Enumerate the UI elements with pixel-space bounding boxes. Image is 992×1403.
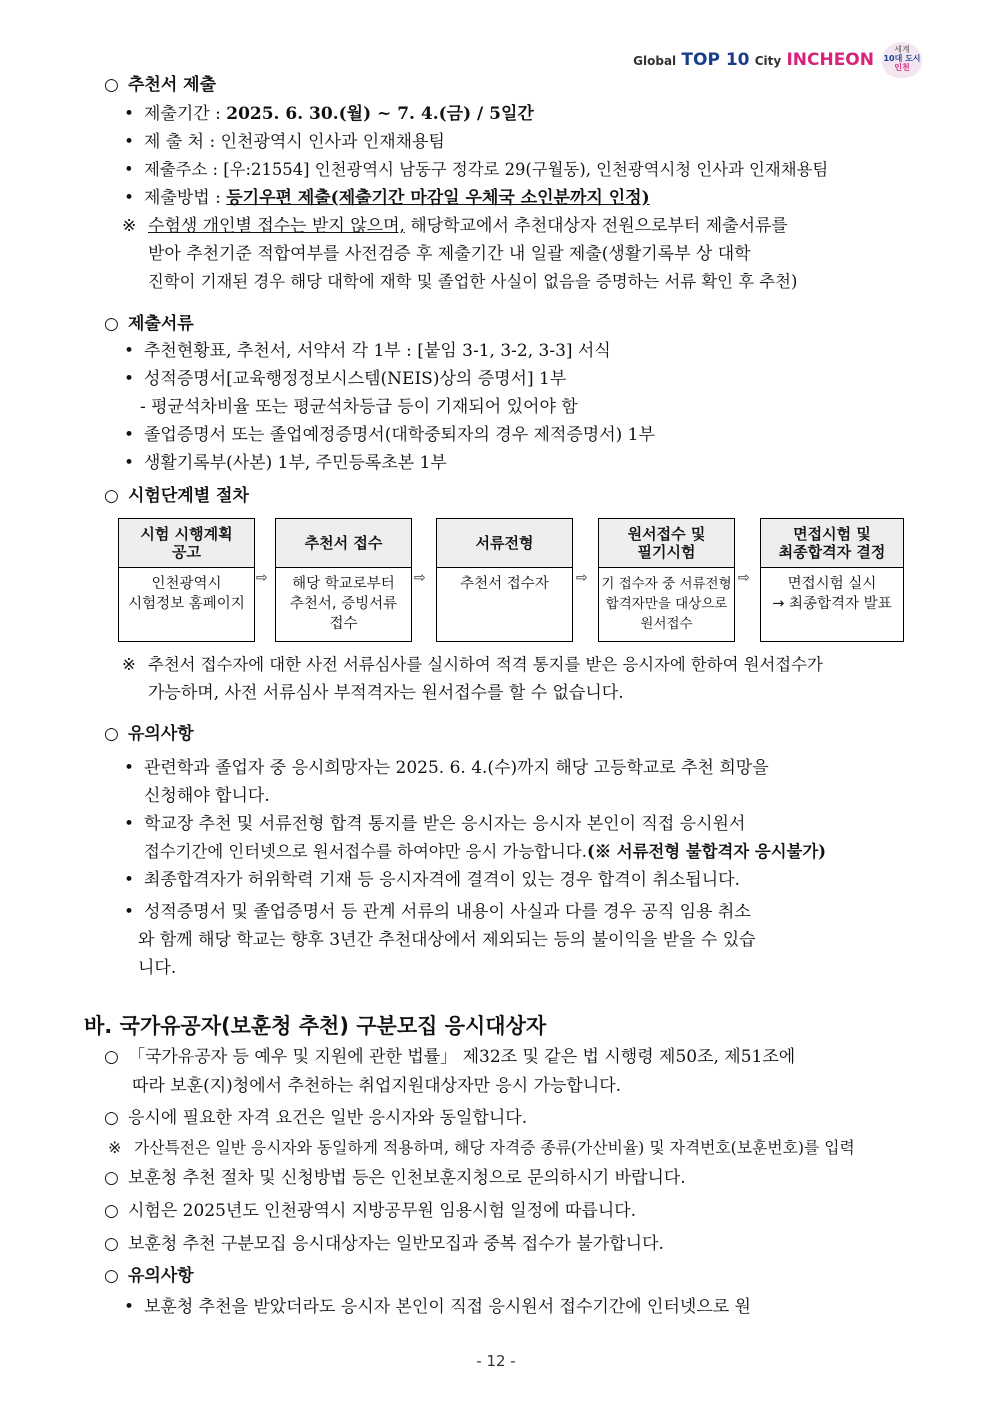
bullet-marker: • — [124, 1297, 135, 1317]
flow-step-interview — [760, 518, 904, 642]
caution-item — [124, 870, 740, 890]
right-arrow-icon: ⇨ — [576, 570, 588, 586]
heading-text: 유의사항 — [128, 724, 194, 744]
heading-text: 제출서류 — [128, 314, 194, 334]
submission-period — [124, 104, 534, 124]
document-sub-item: - 평균석차비율 또는 평균석차등급 등이 기재되어 있어야 함 — [140, 397, 578, 417]
circle-marker: ○ — [104, 724, 119, 744]
right-arrow-icon: ⇨ — [256, 570, 268, 586]
badge-line3: 인천 — [894, 63, 910, 72]
procedure-note-line2: 가능하며, 사전 서류심사 부적격자는 원서접수를 할 수 없습니다. — [148, 683, 624, 703]
caution-text: 학교장 추천 및 서류전형 합격 통지를 받은 응시자는 응시자 본인이 직접 응시원서 — [144, 814, 746, 834]
circle-marker: ○ — [104, 1266, 119, 1286]
logo-global: Global — [633, 54, 677, 68]
veterans-paragraph — [104, 1108, 527, 1128]
step-body: 해당 학교로부터 추천서, 증빙서류 접수 — [289, 576, 398, 632]
submission-note-line3: 진학이 기재된 경우 해당 대학에 재학 및 졸업한 사실이 없음을 증명하는 서류 확인 후 추천) — [148, 272, 798, 291]
section-heading-documents — [104, 314, 194, 334]
logo-badge-icon — [882, 42, 922, 78]
right-arrow-icon: ⇨ — [414, 570, 426, 586]
procedure-note — [122, 655, 823, 675]
submission-method — [124, 188, 650, 208]
section-title-veterans: 바. 국가유공자(보훈청 추천) 구분모집 응시대상자 — [84, 1014, 547, 1038]
address-text: 제출주소 : [우:21554] 인천광역시 남동구 정각로 29(구월동), 인천광역시청 인사과 인재채용팀 — [144, 160, 829, 179]
step-head: 면접시험 및 최종합격자 결정 — [761, 519, 903, 568]
step-head: 서류전형 — [437, 519, 572, 568]
bullet-marker: • — [124, 814, 135, 834]
note-mark: ※ — [122, 655, 136, 674]
document-item — [124, 341, 611, 361]
veterans-note — [108, 1138, 855, 1158]
document-item-text: 추천현황표, 추천서, 서약서 각 1부 : [붙임 3-1, 3-2, 3-3] 서식 — [144, 341, 611, 361]
caution-text: 최종합격자가 허위학력 기재 등 응시자격에 결격이 있는 경우 합격이 취소됩니다. — [144, 870, 740, 890]
logo-wordmark — [633, 50, 874, 70]
flow-step-announcement — [118, 518, 255, 642]
paragraph-text: 보훈청 추천 절차 및 신청방법 등은 인천보훈지청으로 문의하시기 바랍니다. — [128, 1168, 686, 1188]
submission-note-line2: 받아 추천기준 적합여부를 사전검증 후 제출기간 내 일괄 제출(생활기록부 상 대학 — [148, 244, 751, 264]
caution-text: 관련학과 졸업자 중 응시희망자는 2025. 6. 4.(수)까지 해당 고등학교로 추천 희망을 — [144, 758, 769, 778]
bullet-marker: • — [124, 341, 135, 361]
step-head: 추천서 접수 — [276, 519, 411, 568]
veterans-caution-item — [124, 1297, 751, 1317]
flow-step-written-exam — [598, 518, 735, 642]
submission-place — [124, 132, 445, 152]
bullet-marker: • — [124, 104, 135, 124]
bullet-marker: • — [124, 132, 135, 152]
bullet-marker: • — [124, 453, 135, 473]
step-head: 원서접수 및 필기시험 — [599, 519, 734, 568]
note-rest: 해당학교에서 추천대상자 전원으로부터 제출서류를 — [404, 216, 788, 236]
caution-item — [124, 902, 751, 922]
paragraph-text: 「국가유공자 등 예우 및 지원에 관한 법률」 제32조 및 같은 법 시행령 제50조, 제51조에 — [128, 1047, 796, 1067]
caution-text: 성적증명서 및 졸업증명서 등 관계 서류의 내용이 사실과 다를 경우 공직 임용 취소 — [144, 902, 751, 922]
section-heading-veterans-cautions — [104, 1266, 194, 1286]
circle-marker: ○ — [104, 1168, 119, 1188]
bullet-marker: • — [124, 188, 135, 208]
circle-marker: ○ — [104, 1234, 119, 1254]
circle-marker: ○ — [104, 314, 119, 334]
flow-step-recommendation — [275, 518, 412, 642]
bullet-marker: • — [124, 758, 135, 778]
circle-marker: ○ — [104, 486, 119, 506]
method-label: 제출방법 : — [144, 188, 227, 208]
heading-text: 추천서 제출 — [128, 75, 217, 95]
logo-city: City — [754, 54, 782, 68]
step-body: 추천서 접수자 — [460, 576, 549, 592]
document-item-text: 생활기록부(사본) 1부, 주민등록초본 1부 — [144, 453, 447, 473]
caution-text: 보훈청 추천을 받았더라도 응시자 본인이 직접 응시원서 접수기간에 인터넷으로 원 — [144, 1297, 751, 1317]
veterans-paragraph — [104, 1234, 664, 1254]
right-arrow-icon: ⇨ — [738, 570, 750, 586]
circle-marker: ○ — [104, 75, 119, 95]
circle-marker: ○ — [104, 1108, 119, 1128]
caution-item — [124, 758, 769, 778]
veterans-paragraph — [104, 1168, 686, 1188]
badge-line1: 세계 — [894, 45, 910, 54]
bullet-marker: • — [124, 902, 135, 922]
flow-step-document-screening — [436, 518, 573, 642]
caution-text-cont — [144, 842, 826, 862]
place-text: 제 출 처 : 인천광역시 인사과 인재채용팀 — [144, 132, 445, 152]
paragraph-text: 보훈청 추천 구분모집 응시대상자는 일반모집과 중복 접수가 불가합니다. — [128, 1234, 664, 1254]
caution-text-cont: 니다. — [138, 958, 177, 978]
procedure-flow-diagram — [118, 518, 904, 643]
document-item-text: 성적증명서[교육행정정보시스템(NEIS)상의 증명서] 1부 — [144, 369, 567, 389]
heading-text: 유의사항 — [128, 1266, 194, 1286]
note-mark: ※ — [122, 216, 137, 236]
note-text: 가산특전은 일반 응시자와 동일하게 적용하며, 해당 자격증 종류(가산비율) 및 자격번호(보훈번호)를 입력 — [134, 1138, 855, 1157]
section-heading-cautions — [104, 724, 194, 744]
step-body: 기 접수자 중 서류전형 합격자만을 대상으로 원서접수 — [601, 576, 732, 632]
bullet-marker: • — [124, 870, 135, 890]
veterans-paragraph — [104, 1047, 795, 1067]
badge-line2: 10대 도시 — [883, 54, 921, 63]
caution-text-cont: 신청해야 합니다. — [144, 786, 270, 806]
document-item — [124, 453, 447, 473]
paragraph-text: 응시에 필요한 자격 요건은 일반 응시자와 동일합니다. — [128, 1108, 528, 1128]
submission-note — [122, 216, 788, 236]
incheon-logo — [633, 42, 922, 78]
caution-text-cont: 와 함께 해당 학교는 향후 3년간 추천대상에서 제외되는 등의 불이익을 받을 수 있습 — [138, 930, 756, 950]
note-mark: ※ — [108, 1138, 122, 1157]
page-number: - 12 - — [476, 1352, 516, 1370]
caution-item — [124, 814, 745, 834]
circle-marker: ○ — [104, 1201, 119, 1221]
section-heading-procedure — [104, 486, 249, 506]
method-value: 등기우편 제출(제출기간 마감일 우체국 소인분까지 인정) — [226, 188, 650, 208]
step-head: 시험 시행계획 공고 — [119, 519, 254, 568]
caution-text: 접수기간에 인터넷으로 원서접수를 하여야만 응시 가능합니다. — [144, 842, 587, 861]
section-heading-submission — [104, 75, 216, 95]
logo-incheon: INCHEON — [786, 50, 874, 70]
note-underlined: 수험생 개인별 접수는 받지 않으며, — [148, 216, 405, 236]
bullet-marker: • — [124, 160, 134, 179]
logo-top10: TOP 10 — [681, 50, 750, 70]
caution-bold: (※ 서류전형 불합격자 응시불가) — [586, 842, 826, 861]
period-label: 제출기간 : — [144, 104, 227, 124]
document-item-text: 졸업증명서 또는 졸업예정증명서(대학중퇴자의 경우 제적증명서) 1부 — [144, 425, 655, 445]
note-text: 추천서 접수자에 대한 사전 서류심사를 실시하여 적격 통지를 받은 응시자에 한하여 원서접수가 — [148, 655, 823, 674]
period-value: 2025. 6. 30.(월) ~ 7. 4.(금) / 5일간 — [226, 104, 534, 124]
veterans-paragraph — [104, 1201, 636, 1221]
bullet-marker: • — [124, 425, 135, 445]
veterans-paragraph-cont: 따라 보훈(지)청에서 추천하는 취업지원대상자만 응시 가능합니다. — [132, 1076, 622, 1096]
document-item — [124, 369, 566, 389]
heading-text: 시험단계별 절차 — [128, 486, 249, 506]
submission-address — [124, 160, 828, 180]
document-item — [124, 425, 655, 445]
bullet-marker: • — [124, 369, 135, 389]
step-body: 면접시험 실시 → 최종합격자 발표 — [772, 576, 892, 612]
circle-marker: ○ — [104, 1047, 119, 1067]
paragraph-text: 시험은 2025년도 인천광역시 지방공무원 임용시험 일정에 따릅니다. — [128, 1201, 637, 1221]
step-body: 인천광역시 시험정보 홈페이지 — [128, 576, 245, 612]
